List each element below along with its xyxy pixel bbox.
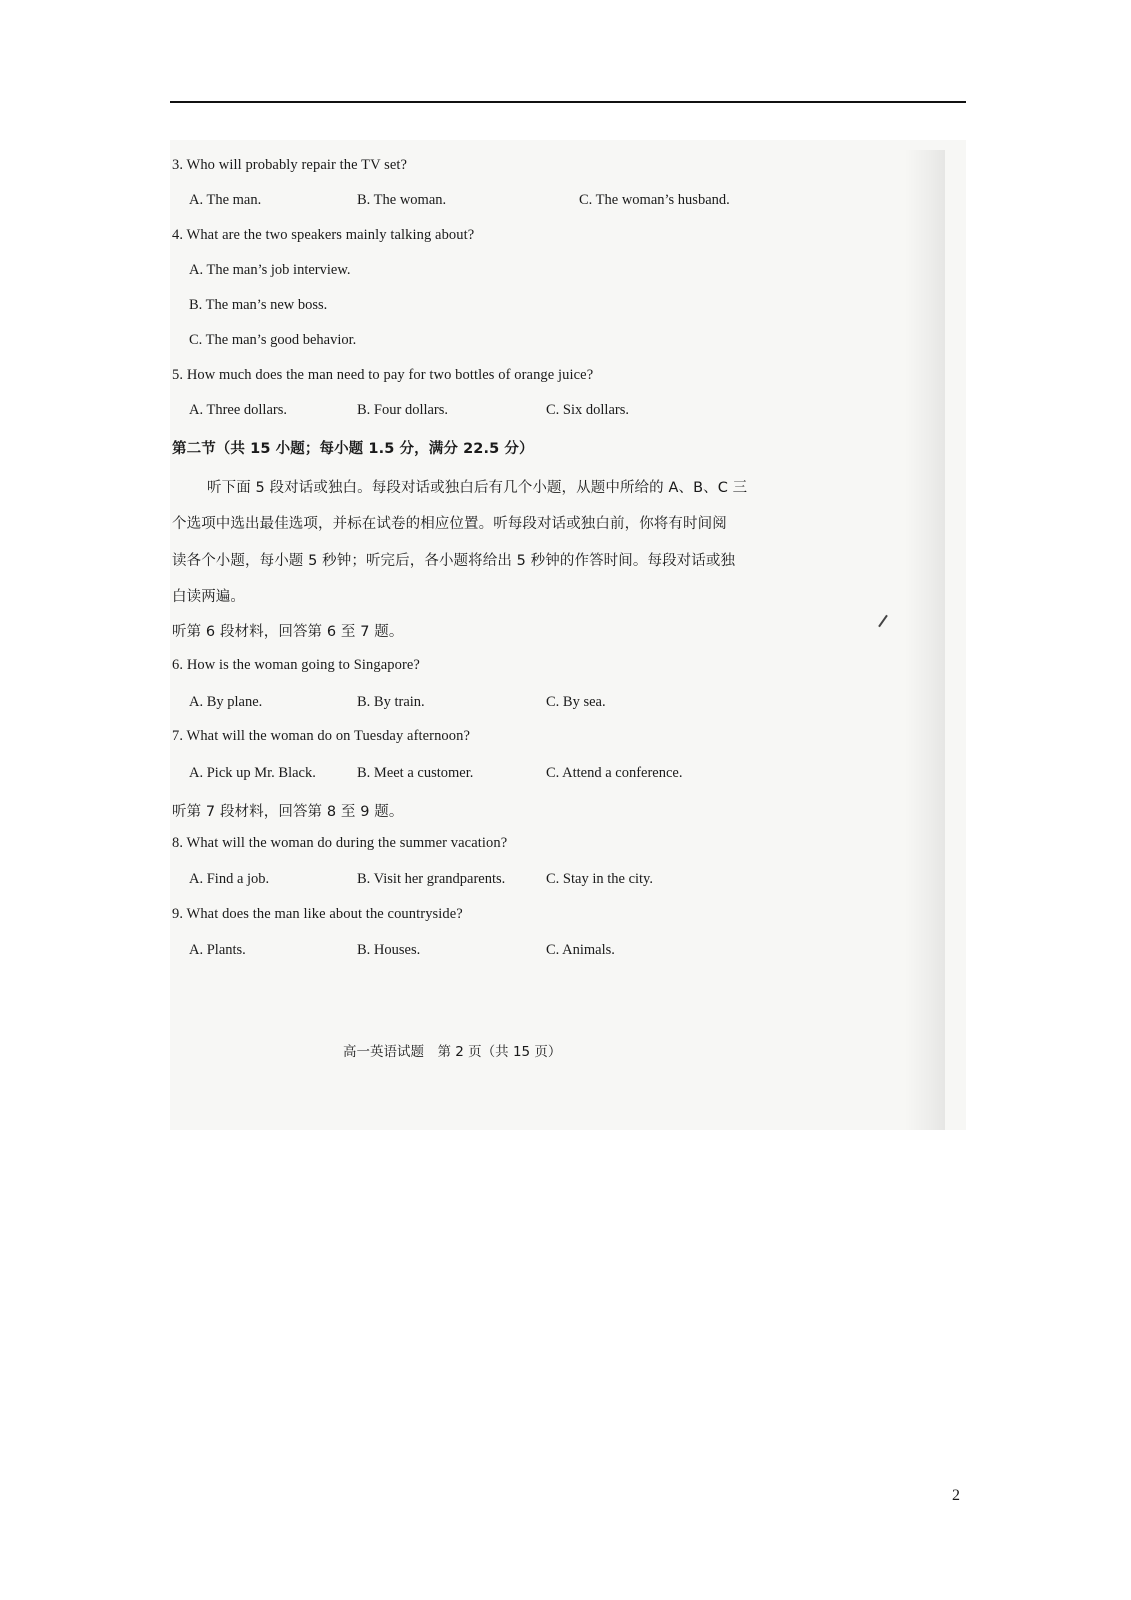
option-b: B. Visit her grandparents. [357, 871, 506, 887]
question-number: 3. [172, 157, 184, 173]
section-heading: 第二节（共 15 小题；每小题 1.5 分，满分 22.5 分） [172, 441, 534, 457]
option-b: B. The man’s new boss. [189, 297, 328, 313]
option-b: B. By train. [357, 694, 425, 710]
question-number: 6. [172, 657, 184, 673]
header-rule [170, 101, 966, 103]
option-c: C. The man’s good behavior. [189, 332, 357, 348]
question-7 [172, 728, 470, 745]
page-number: 2 [952, 1487, 960, 1504]
option-c: C. Attend a conference. [546, 765, 683, 781]
instruction-line-3: 读各个小题，每小题 5 秒钟；听完后，各小题将给出 5 秒钟的作答时间。每段对话或独 [172, 553, 736, 569]
material-7-label: 听第 7 段材料，回答第 8 至 9 题。 [172, 804, 404, 820]
question-number: 7. [172, 728, 184, 744]
question-text: What does the man like about the countryside? [186, 906, 463, 922]
question-4 [172, 227, 474, 244]
option-a: A. Pick up Mr. Black. [189, 765, 316, 781]
question-text: What will the woman do during the summer vacation? [186, 835, 508, 851]
instruction-line-2: 个选项中选出最佳选项，并标在试卷的相应位置。听每段对话或独白前，你将有时间阅 [172, 516, 727, 532]
option-a: A. Plants. [189, 942, 246, 958]
question-number: 8. [172, 835, 184, 851]
option-c: C. By sea. [546, 694, 606, 710]
question-6 [172, 657, 420, 674]
question-text: How is the woman going to Singapore? [186, 657, 420, 673]
option-a: A. Three dollars. [189, 402, 287, 418]
question-number: 9. [172, 906, 184, 922]
question-number: 4. [172, 227, 184, 243]
option-b: B. Four dollars. [357, 402, 449, 418]
option-a: A. The man’s job interview. [189, 262, 351, 278]
question-9 [172, 906, 463, 923]
option-c: C. Six dollars. [546, 402, 629, 418]
page-fold-shadow [905, 150, 945, 1130]
question-text: How much does the man need to pay for two bottles of orange juice? [186, 367, 594, 383]
question-8 [172, 835, 507, 852]
question-3 [172, 157, 407, 174]
option-b: B. Houses. [357, 942, 421, 958]
instruction-line-4: 白读两遍。 [172, 589, 245, 605]
option-c: C. Stay in the city. [546, 871, 653, 887]
option-a: A. The man. [189, 192, 262, 208]
instruction-line-1: 听下面 5 段对话或独白。每段对话或独白后有几个小题，从题中所给的 A、B、C 三 [207, 480, 748, 496]
question-text: What are the two speakers mainly talking about? [186, 227, 475, 243]
option-c: C. The woman’s husband. [579, 192, 730, 208]
question-text: Who will probably repair the TV set? [186, 157, 408, 173]
option-a: A. Find a job. [189, 871, 270, 887]
option-b: B. Meet a customer. [357, 765, 474, 781]
material-6-label: 听第 6 段材料，回答第 6 至 7 题。 [172, 624, 404, 640]
page-footer: 高一英语试题 第 2 页（共 15 页） [343, 1044, 562, 1060]
option-c: C. Animals. [546, 942, 615, 958]
question-number: 5. [172, 367, 184, 383]
question-5 [172, 367, 593, 384]
option-b: B. The woman. [357, 192, 447, 208]
question-text: What will the woman do on Tuesday afternoon? [186, 728, 471, 744]
option-a: A. By plane. [189, 694, 263, 710]
